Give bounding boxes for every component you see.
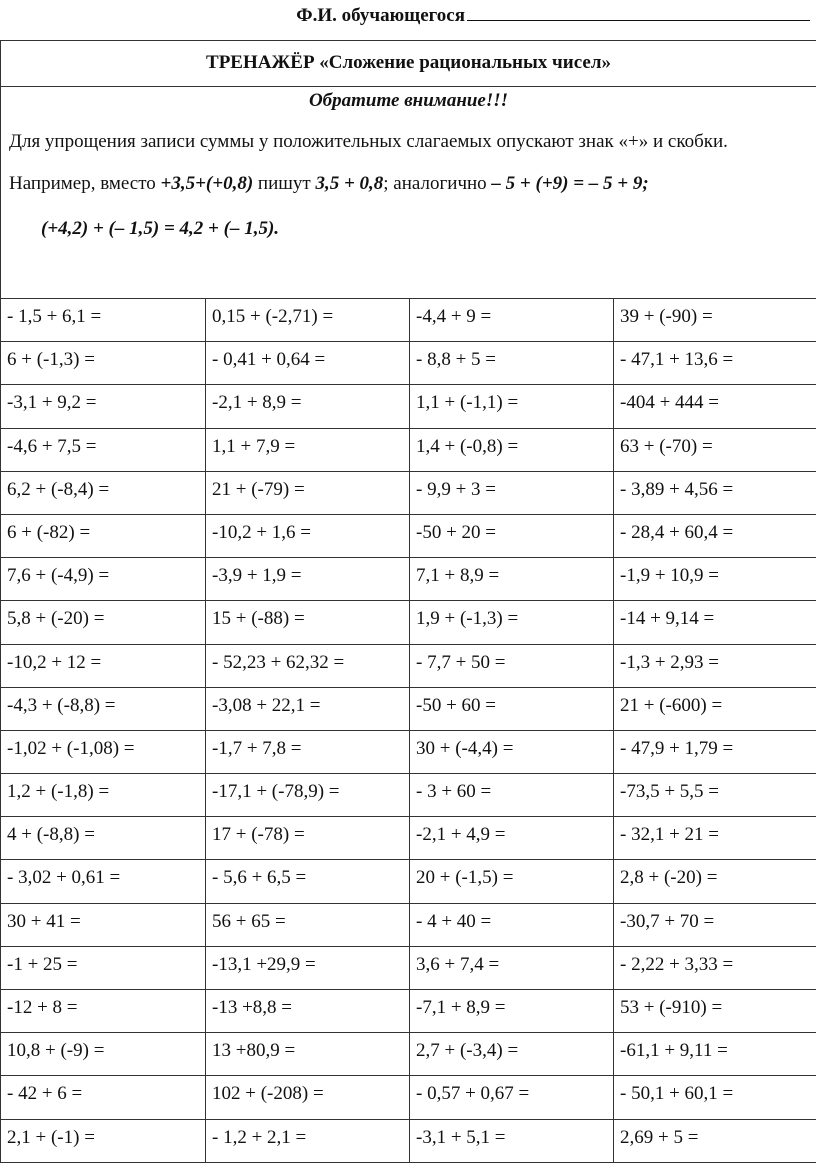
exercise-cell: - 47,9 + 1,79 =	[614, 730, 816, 773]
exercise-cell: -4,6 + 7,5 =	[1, 428, 206, 471]
exercise-cell: -404 + 444 =	[614, 385, 816, 428]
exercise-row	[1, 342, 816, 385]
exercise-cell: -12 + 8 =	[1, 990, 206, 1033]
title-row	[1, 41, 816, 87]
exercise-cell: 2,8 + (-20) =	[614, 860, 816, 903]
exercise-cell: 10,8 + (-9) =	[1, 1033, 206, 1076]
exercise-row	[1, 644, 816, 687]
exercise-cell: 2,1 + (-1) =	[1, 1119, 206, 1162]
example-simplified: 3,5 + 0,8	[315, 173, 383, 194]
exercise-cell: 39 + (-90) =	[614, 299, 816, 342]
exercise-cell: 17 + (-78) =	[206, 817, 410, 860]
exercise-cell: - 3,89 + 4,56 =	[614, 471, 816, 514]
exercise-cell: -4,3 + (-8,8) =	[1, 687, 206, 730]
exercise-cell: 6 + (-1,3) =	[1, 342, 206, 385]
exercise-cell: -1,7 + 7,8 =	[206, 730, 410, 773]
exercise-cell: -13 +8,8 =	[206, 990, 410, 1033]
exercise-cell: 56 + 65 =	[206, 903, 410, 946]
student-name-line	[0, 4, 816, 30]
exercise-row	[1, 774, 816, 817]
exercise-cell: 1,1 + 7,9 =	[206, 428, 410, 471]
exercise-cell: - 28,4 + 60,4 =	[614, 514, 816, 557]
exercise-cell: -2,1 + 8,9 =	[206, 385, 410, 428]
exercise-row	[1, 428, 816, 471]
exercise-cell: -3,9 + 1,9 =	[206, 558, 410, 601]
exercise-cell: - 47,1 + 13,6 =	[614, 342, 816, 385]
student-name-blank	[467, 6, 810, 21]
exercise-cell: 1,1 + (-1,1) =	[410, 385, 614, 428]
exercise-cell: -1,9 + 10,9 =	[614, 558, 816, 601]
exercise-row	[1, 990, 816, 1033]
exercise-cell: 53 + (-910) =	[614, 990, 816, 1033]
exercise-cell: 5,8 + (-20) =	[1, 601, 206, 644]
example-prefix: Например, вместо	[9, 173, 161, 194]
exercise-cell: 20 + (-1,5) =	[410, 860, 614, 903]
exercise-cell: 1,9 + (-1,3) =	[410, 601, 614, 644]
exercise-cell: - 3,02 + 0,61 =	[1, 860, 206, 903]
exercise-row	[1, 558, 816, 601]
exercise-cell: -1 + 25 =	[1, 946, 206, 989]
exercise-cell: 15 + (-88) =	[206, 601, 410, 644]
exercise-cell: - 42 + 6 =	[1, 1076, 206, 1119]
exercise-row	[1, 730, 816, 773]
exercise-row	[1, 471, 816, 514]
example-mid: пишут	[253, 173, 315, 194]
exercise-cell: - 0,57 + 0,67 =	[410, 1076, 614, 1119]
exercise-cell: -73,5 + 5,5 =	[614, 774, 816, 817]
exercise-cell: -1,02 + (-1,08) =	[1, 730, 206, 773]
exercise-cell: -13,1 +29,9 =	[206, 946, 410, 989]
example-separator: ; аналогично	[383, 173, 491, 194]
exercise-cell: - 9,9 + 3 =	[410, 471, 614, 514]
exercise-cell: 13 +80,9 =	[206, 1033, 410, 1076]
exercise-row	[1, 1033, 816, 1076]
exercise-cell: - 4 + 40 =	[410, 903, 614, 946]
exercise-row	[1, 903, 816, 946]
exercise-cell: -4,4 + 9 =	[410, 299, 614, 342]
exercise-row	[1, 1076, 816, 1119]
exercise-row	[1, 946, 816, 989]
exercise-cell: - 1,2 + 2,1 =	[206, 1119, 410, 1162]
exercise-cell: 4 + (-8,8) =	[1, 817, 206, 860]
worksheet-title: ТРЕНАЖЁР «Сложение рациональных чисел»	[1, 41, 816, 87]
exercise-cell: 0,15 + (-2,71) =	[206, 299, 410, 342]
exercise-cell: - 7,7 + 50 =	[410, 644, 614, 687]
exercise-cell: 1,4 + (-0,8) =	[410, 428, 614, 471]
exercise-cell: 6 + (-82) =	[1, 514, 206, 557]
exercise-cell: 63 + (-70) =	[614, 428, 816, 471]
exercise-cell: - 2,22 + 3,33 =	[614, 946, 816, 989]
exercise-cell: -3,1 + 5,1 =	[410, 1119, 614, 1162]
notice-row	[1, 87, 816, 299]
exercise-cell: -10,2 + 1,6 =	[206, 514, 410, 557]
notice-example-second: (+4,2) + (– 1,5) = 4,2 + (– 1,5).	[9, 218, 808, 240]
notice-example-line	[9, 173, 808, 195]
exercise-cell: 30 + 41 =	[1, 903, 206, 946]
exercise-cell: 2,69 + 5 =	[614, 1119, 816, 1162]
exercise-cell: 21 + (-600) =	[614, 687, 816, 730]
exercise-cell: -50 + 60 =	[410, 687, 614, 730]
exercise-cell: -17,1 + (-78,9) =	[206, 774, 410, 817]
exercise-cell: - 0,41 + 0,64 =	[206, 342, 410, 385]
exercise-cell: 21 + (-79) =	[206, 471, 410, 514]
example-original: +3,5+(+0,8)	[161, 173, 254, 194]
exercise-row	[1, 1119, 816, 1162]
exercise-cell: 2,7 + (-3,4) =	[410, 1033, 614, 1076]
exercise-cell: - 3 + 60 =	[410, 774, 614, 817]
exercise-row	[1, 860, 816, 903]
exercise-cell: -7,1 + 8,9 =	[410, 990, 614, 1033]
exercise-cell: -50 + 20 =	[410, 514, 614, 557]
exercise-cell: -3,08 + 22,1 =	[206, 687, 410, 730]
exercise-cell: 7,6 + (-4,9) =	[1, 558, 206, 601]
exercise-cell: 3,6 + 7,4 =	[410, 946, 614, 989]
exercise-row	[1, 817, 816, 860]
exercise-row	[1, 299, 816, 342]
exercise-cell: - 1,5 + 6,1 =	[1, 299, 206, 342]
student-name-label: Ф.И. обучающегося	[296, 5, 465, 26]
exercise-cell: - 52,23 + 62,32 =	[206, 644, 410, 687]
exercise-cell: - 32,1 + 21 =	[614, 817, 816, 860]
exercise-row	[1, 385, 816, 428]
exercise-cell: -61,1 + 9,11 =	[614, 1033, 816, 1076]
exercise-cell: -10,2 + 12 =	[1, 644, 206, 687]
exercise-cell: -1,3 + 2,93 =	[614, 644, 816, 687]
worksheet-table	[0, 40, 816, 1163]
exercise-cell: -3,1 + 9,2 =	[1, 385, 206, 428]
notice-heading: Обратите внимание!!!	[9, 90, 808, 112]
notice-rule-text: Для упрощения записи суммы у положительных слагаемых опускают знак «+» и скобки.	[9, 131, 808, 153]
exercise-cell: -14 + 9,14 =	[614, 601, 816, 644]
exercise-cell: 102 + (-208) =	[206, 1076, 410, 1119]
example-analog: – 5 + (+9) = – 5 + 9;	[491, 173, 648, 194]
exercise-row	[1, 687, 816, 730]
exercise-cell: 30 + (-4,4) =	[410, 730, 614, 773]
exercise-cell: -30,7 + 70 =	[614, 903, 816, 946]
exercise-cell: -2,1 + 4,9 =	[410, 817, 614, 860]
exercise-row	[1, 601, 816, 644]
exercise-cell: - 50,1 + 60,1 =	[614, 1076, 816, 1119]
exercise-cell: - 8,8 + 5 =	[410, 342, 614, 385]
exercise-cell: - 5,6 + 6,5 =	[206, 860, 410, 903]
exercise-cell: 7,1 + 8,9 =	[410, 558, 614, 601]
exercise-cell: 6,2 + (-8,4) =	[1, 471, 206, 514]
exercise-cell: 1,2 + (-1,8) =	[1, 774, 206, 817]
exercise-row	[1, 514, 816, 557]
notice-block	[1, 87, 816, 299]
